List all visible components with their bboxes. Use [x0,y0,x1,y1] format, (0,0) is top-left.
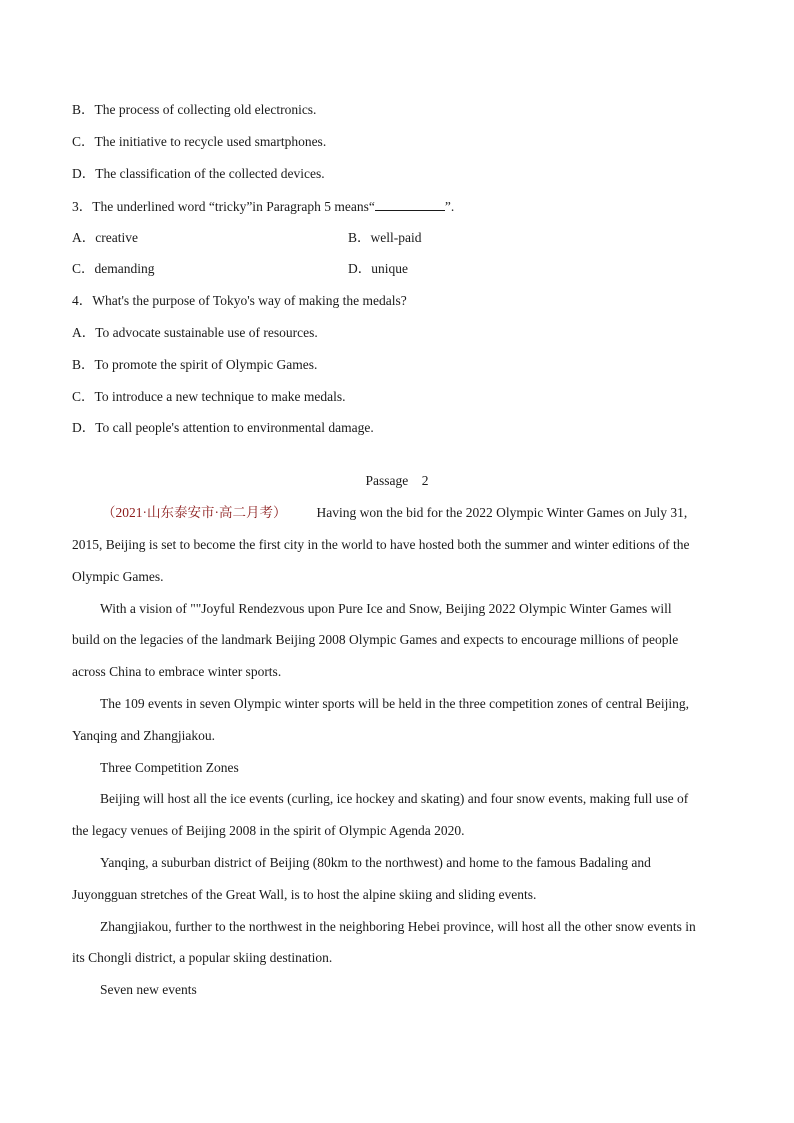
q3-option-b [348,230,422,246]
option-letter: A． [72,325,96,340]
option-text: To call people's attention to environmental damage. [95,420,374,435]
passage-line: its Chongli district, a popular skiing destination. [72,950,333,965]
passage-line: Yanqing, a suburban district of Beijing (80km to the northwest) and home to the famous Badaling and [100,855,651,870]
q2-option-c [72,134,326,150]
passage-line: Yanqing and Zhangjiakou. [72,728,215,743]
option-letter: D． [72,166,96,181]
option-text: well-paid [370,230,422,245]
option-letter: B． [72,357,95,372]
passage-line: With a vision of ""Joyful Rendezvous upon Pure Ice and Snow, Beijing 2022 Olympic Winter Games will [100,601,672,616]
section-heading: Three Competition Zones [100,760,239,775]
option-letter: C． [72,261,95,276]
q2-option-d [72,166,325,182]
option-letter: D． [348,261,372,276]
passage-line: across China to embrace winter sports. [72,664,282,679]
q3-option-a [72,230,138,246]
option-letter: B． [348,230,371,245]
passage-source: （2021·山东泰安市·高二月考） [102,505,287,520]
q3-stem-before: 3．The underlined word “tricky”in Paragraph 5 means“ [72,199,375,214]
passage-line: Beijing will host all the ice events (curling, ice hockey and skating) and four snow events, making full use of [100,791,689,806]
option-text: The initiative to recycle used smartphones. [94,134,327,149]
q4-option-b [72,357,317,373]
q2-option-b [72,102,316,118]
passage-line: Juyongguan stretches of the Great Wall, is to host the alpine skiing and sliding events. [72,887,537,902]
option-text: creative [95,230,138,245]
passage-line: Zhangjiakou, further to the northwest in the neighboring Hebei province, will host all the other snow events in [100,919,696,934]
passage-line [102,505,687,521]
option-letter: B． [72,102,95,117]
option-letter: C． [72,134,95,149]
passage-line: build on the legacies of the landmark Beijing 2008 Olympic Games and expects to encourage millions of people [72,632,679,647]
option-text: To introduce a new technique to make medals. [94,389,346,404]
option-text: The classification of the collected devices. [95,166,325,181]
q3-option-d [348,261,408,277]
option-text: unique [371,261,408,276]
option-text: The process of collecting old electronics. [94,102,317,117]
option-text: To advocate sustainable use of resources. [95,325,318,340]
option-letter: A． [72,230,96,245]
passage-line: the legacy venues of Beijing 2008 in the spirit of Olympic Agenda 2020. [72,823,465,838]
q4-stem: 4．What's the purpose of Tokyo's way of making the medals? [72,293,407,308]
option-text: To promote the spirit of Olympic Games. [94,357,318,372]
option-letter: C． [72,389,95,404]
q4-option-a [72,325,318,341]
option-text: demanding [94,261,155,276]
option-letter: D． [72,420,96,435]
passage-line: The 109 events in seven Olympic winter sports will be held in the three competition zones of central Beijing, [100,696,689,711]
passage-title: Passage 2 [365,473,429,488]
q3-stem [72,198,454,215]
q4-option-c [72,389,346,405]
passage-line-text: Having won the bid for the 2022 Olympic Winter Games on July 31, [316,505,688,520]
passage-line: 2015, Beijing is set to become the first city in the world to have hosted both the summer and winter editions of the [72,537,690,552]
q3-option-c [72,261,155,277]
section-heading: Seven new events [100,982,197,997]
q3-stem-after: ”. [444,199,455,214]
answer-blank [375,198,445,211]
passage-line: Olympic Games. [72,569,164,584]
q4-option-d [72,420,374,436]
